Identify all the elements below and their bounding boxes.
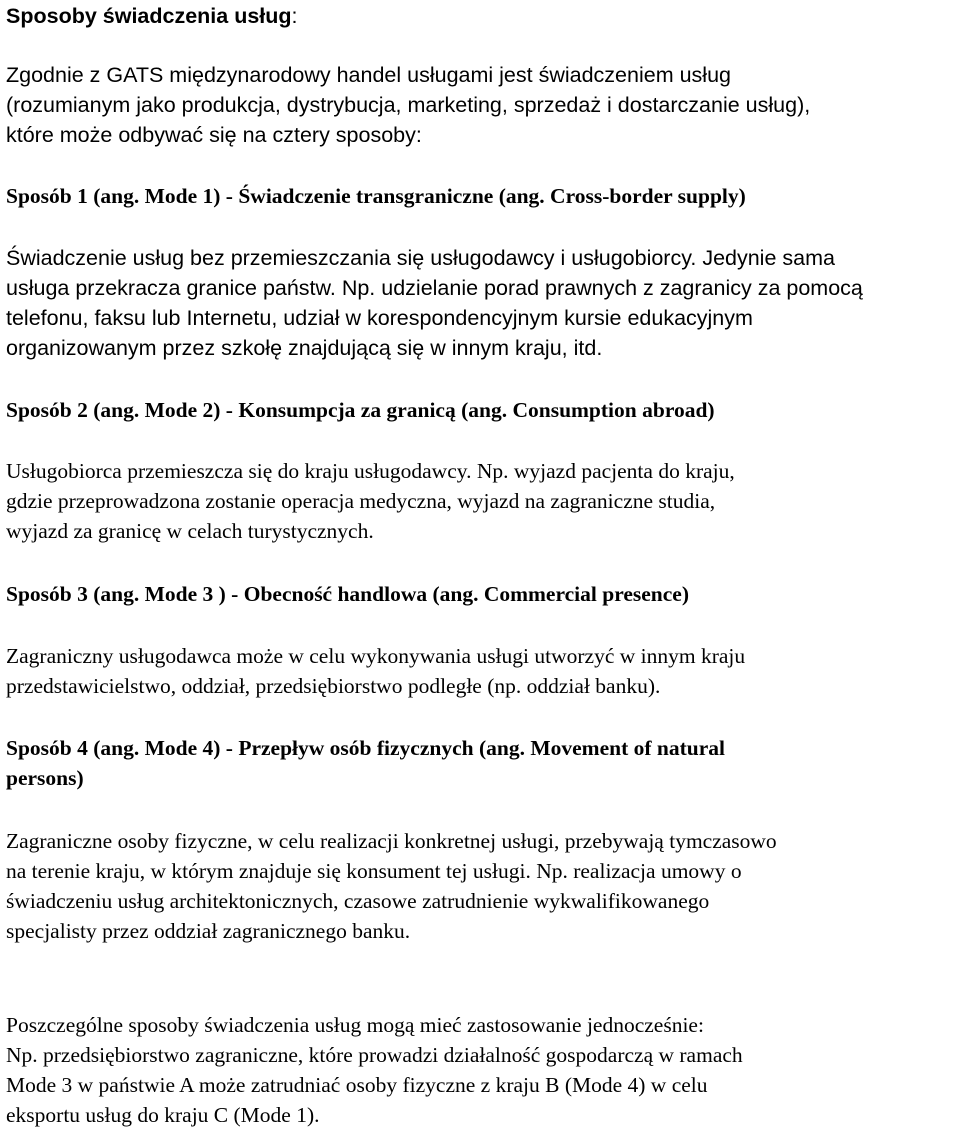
mode1-heading: Sposób 1 (ang. Mode 1) - Świadczenie transgraniczne (ang. Cross-border supply) <box>6 184 746 208</box>
mode2-line: gdzie przeprowadzona zostanie operacja medyczna, wyjazd na zagraniczne studia, <box>6 489 716 513</box>
mode3-line: Zagraniczny usługodawca może w celu wykonywania usługi utworzyć w innym kraju <box>6 644 746 668</box>
mode1-line: organizowanym przez szkołę znajdującą się w innym kraju, itd. <box>6 336 603 360</box>
mode4-line: Zagraniczne osoby fizyczne, w celu realizacji konkretnej usługi, przebywają tymczasowo <box>6 829 777 853</box>
closing-line: Poszczególne sposoby świadczenia usług mogą mieć zastosowanie jednocześnie: <box>6 1013 704 1037</box>
title-text: Sposoby świadczenia usług <box>6 4 292 28</box>
mode1-line: telefonu, faksu lub Internetu, udział w korespondencyjnym kursie edukacyjnym <box>6 306 753 330</box>
document-title <box>6 1 956 31</box>
mode4-line: na terenie kraju, w którym znajduje się konsument tej usługi. Np. realizacja umowy o <box>6 859 742 883</box>
mode3-paragraph <box>6 641 956 701</box>
closing-line: Mode 3 w państwie A może zatrudniać osoby fizyczne z kraju B (Mode 4) w celu <box>6 1073 708 1097</box>
closing-line: Np. przedsiębiorstwo zagraniczne, które prowadzi działalność gospodarczą w ramach <box>6 1043 743 1067</box>
mode1-line: usługa przekracza granice państw. Np. udzielanie porad prawnych z zagranicy za pomocą <box>6 276 863 300</box>
mode2-paragraph <box>6 456 956 546</box>
mode3-heading: Sposób 3 (ang. Mode 3 ) - Obecność handlowa (ang. Commercial presence) <box>6 582 690 606</box>
intro-line: Zgodnie z GATS międzynarodowy handel usługami jest świadczeniem usług <box>6 63 731 87</box>
mode4-line: specjalisty przez oddział zagranicznego banku. <box>6 919 411 943</box>
mode2-line: wyjazd za granicę w celach turystycznych. <box>6 519 374 543</box>
mode1-line: Świadczenie usług bez przemieszczania się usługodawcy i usługobiorcy. Jedynie sama <box>6 246 835 270</box>
mode2-heading: Sposób 2 (ang. Mode 2) - Konsumpcja za granicą (ang. Consumption abroad) <box>6 398 715 422</box>
intro-line: które może odbywać się na cztery sposoby: <box>6 123 422 147</box>
mode1-paragraph <box>6 243 956 363</box>
intro-paragraph <box>6 60 956 150</box>
title-colon: : <box>291 4 298 28</box>
closing-paragraph <box>6 1010 956 1130</box>
mode2-line: Usługobiorca przemieszcza się do kraju usługodawcy. Np. wyjazd pacjenta do kraju, <box>6 459 735 483</box>
mode4-paragraph <box>6 826 956 946</box>
mode3-line: przedstawicielstwo, oddział, przedsiębiorstwo podległe (np. oddział banku). <box>6 674 661 698</box>
intro-line: (rozumianym jako produkcja, dystrybucja, marketing, sprzedaż i dostarczanie usług), <box>6 93 811 117</box>
mode4-line: świadczeniu usług architektonicznych, czasowe zatrudnienie wykwalifikowanego <box>6 889 710 913</box>
closing-line: eksportu usług do kraju C (Mode 1). <box>6 1103 320 1127</box>
mode4-heading: Sposób 4 (ang. Mode 4) - Przepływ osób fizycznych (ang. Movement of natural persons) <box>6 736 726 790</box>
